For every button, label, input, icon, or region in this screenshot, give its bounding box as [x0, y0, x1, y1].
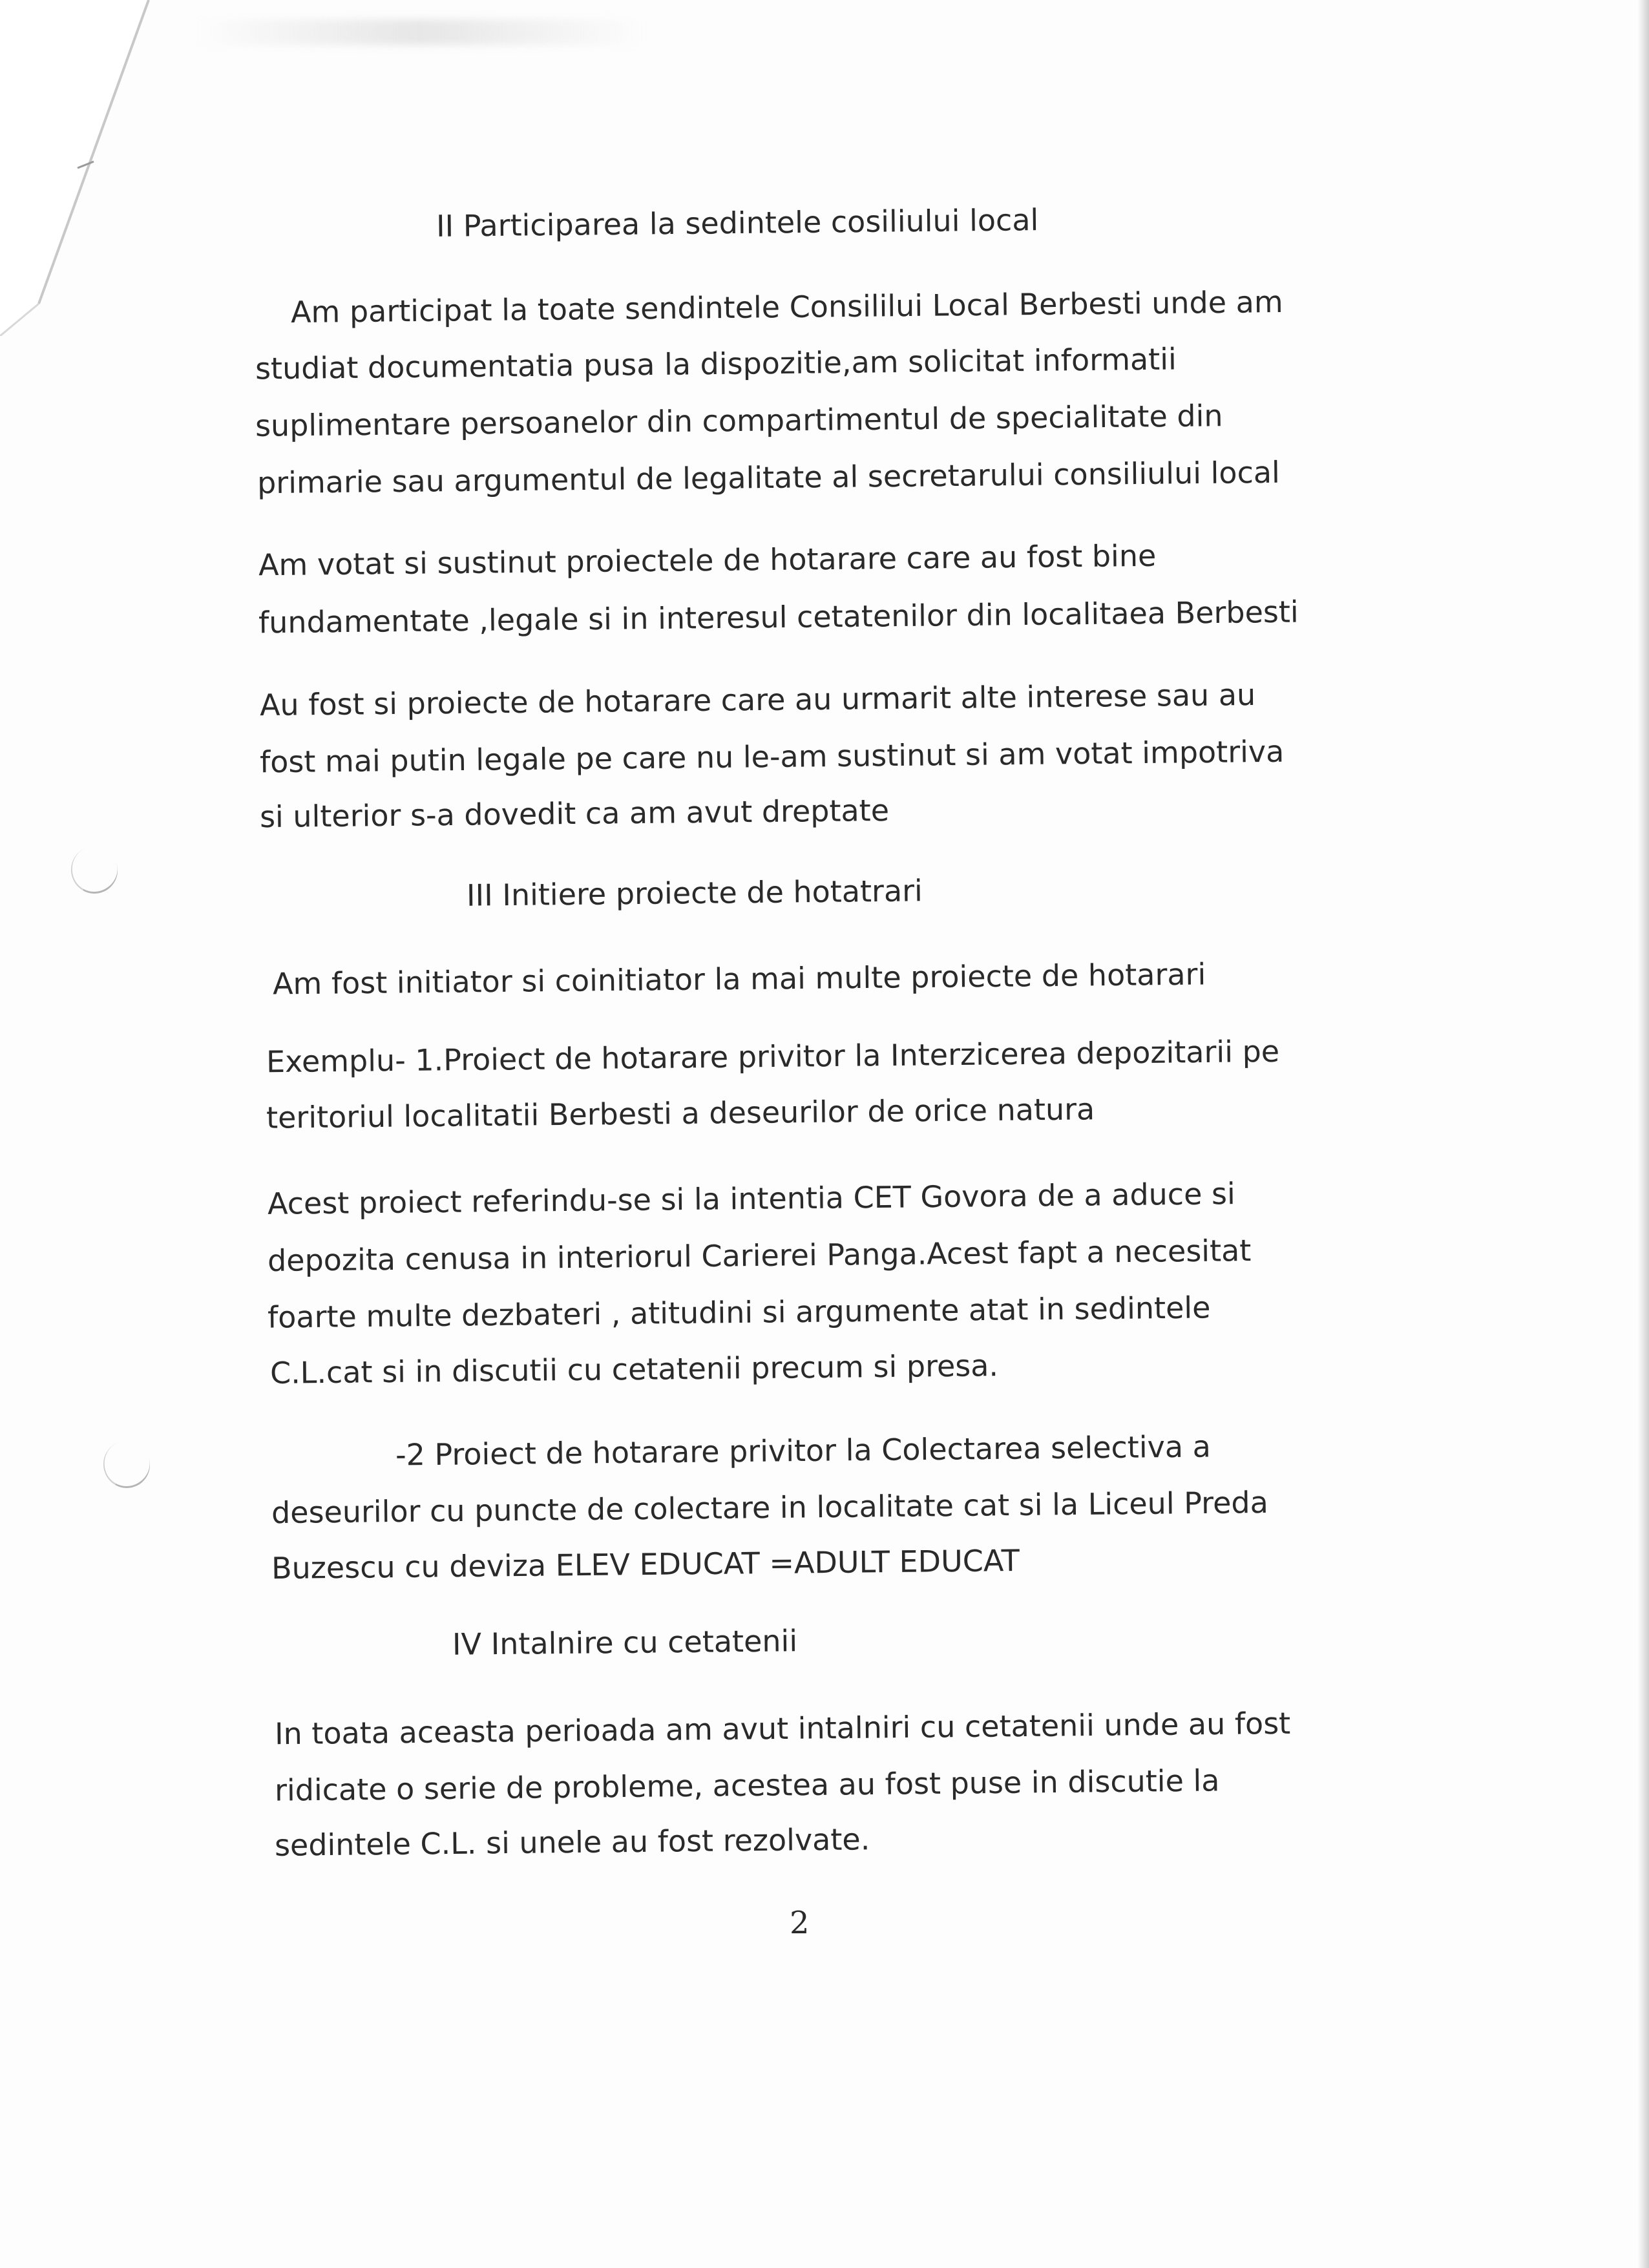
paragraph-line: ridicate o serie de probleme, acestea au fost puse in discutie la — [274, 1763, 1220, 1808]
paragraph-line: suplimentare persoanelor din compartimentul de specialitate din — [255, 398, 1223, 443]
paragraph-line: fost mai putin legale pe care nu le-am sustinut si am votat impotriva — [259, 733, 1285, 780]
paragraph-line: primarie sau argumentul de legalitate al secretarului consiliului local — [257, 454, 1281, 501]
paragraph-line: deseurilor cu puncte de colectare in localitate cat si la Liceul Preda — [271, 1484, 1269, 1531]
paragraph-line: Acest proiect referindu-se si la intentia CET Govora de a aduce si — [267, 1176, 1236, 1221]
paragraph-line: Au fost si proiecte de hotarare care au urmarit alte interese sau au — [259, 677, 1256, 723]
punch-hole — [97, 1434, 157, 1495]
paragraph-line: Am participat la toate sendintele Consililui Local Berbesti unde am — [290, 284, 1283, 330]
section-heading: IV Intalnire cu cetatenii — [452, 1623, 798, 1662]
paragraph-line: sedintele C.L. si unele au fost rezolvate. — [274, 1822, 870, 1863]
punch-hole — [65, 840, 125, 900]
paragraph-line: teritoriul localitatii Berbesti a deseurilor de orice natura — [266, 1091, 1095, 1135]
paragraph-line: depozita cenusa in interiorul Carierei Panga.Acest fapt a necesitat — [267, 1233, 1252, 1278]
paragraph-line: studiat documentatia pusa la dispozitie,am solicitat informatii — [255, 341, 1177, 386]
paragraph-line: In toata aceasta perioada am avut intalniri cu cetatenii unde au fost — [274, 1705, 1291, 1752]
paragraph-line: Exemplu- 1.Proiect de hotarare privitor la Interzicerea depozitarii pe — [266, 1033, 1280, 1080]
paragraph-line: Am fost initiator si coinitiator la mai multe proiecte de hotarari — [272, 956, 1206, 1002]
scan-edge — [1637, 0, 1649, 2268]
page-number: 2 — [790, 1905, 810, 1941]
folded-corner-shadow — [0, 0, 168, 336]
paragraph-line: fundamentate ,legale si in interesul cetatenilor din localitaea Berbesti — [258, 594, 1299, 640]
section-heading: II Participarea la sedintele cosiliului local — [436, 202, 1039, 244]
paragraph-line: Buzescu cu deviza ELEV EDUCAT =ADULT EDUCAT — [271, 1542, 1020, 1586]
paragraph-line: foarte multe dezbateri , atitudini si argumente atat in sedintele — [267, 1290, 1211, 1335]
paragraph-line: C.L.cat si in discutii cu cetatenii precum si presa. — [269, 1348, 999, 1391]
section-heading: III Initiere proiecte de hotatrari — [466, 873, 923, 913]
paragraph-line: -2 Proiect de hotarare privitor la Colectarea selectiva a — [395, 1429, 1212, 1473]
paragraph-line: Am votat si sustinut proiectele de hotarare care au fost bine — [258, 538, 1157, 583]
scan-smudge — [194, 19, 646, 45]
paragraph-line: si ulterior s-a dovedit ca am avut dreptate — [259, 792, 890, 835]
